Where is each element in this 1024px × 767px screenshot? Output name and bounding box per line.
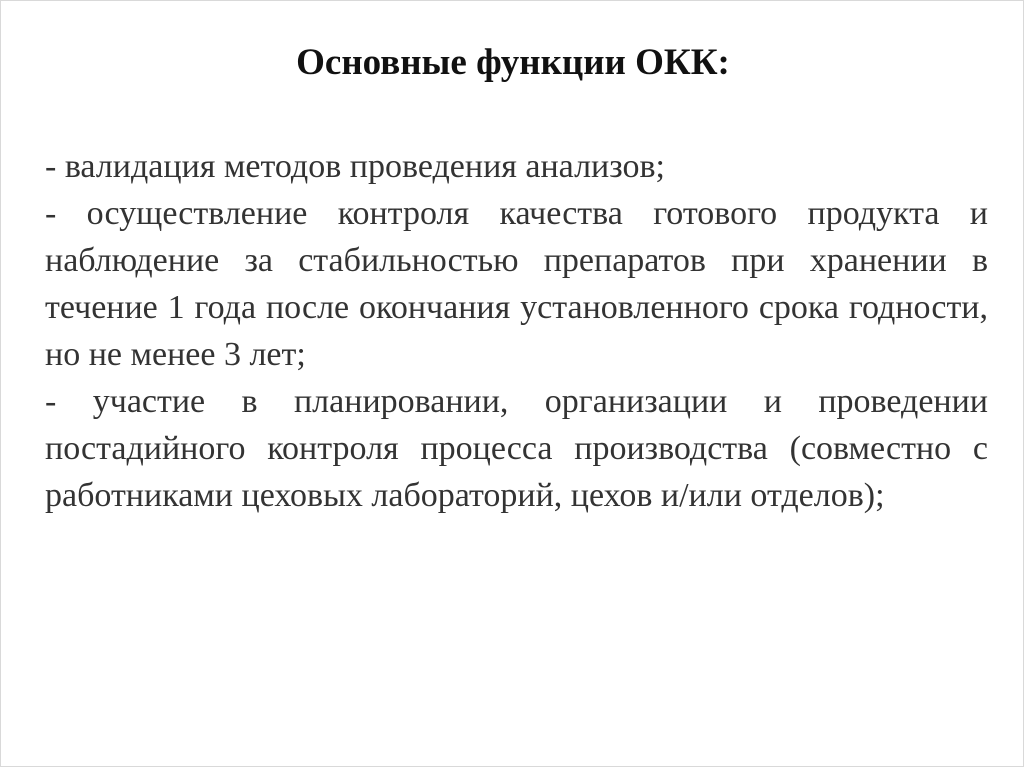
list-item: - валидация методов проведения анализов; [45,148,665,185]
list-item: - участие в планировании, организации и проведении постадийного контроля процесса производства (совместно с работниками цеховых лабораторий, цехов и/или отделов); [45,383,988,514]
functions-list [45,143,988,519]
list-item: - осуществление контроля качества готового продукта и наблюдение за стабильностью препаратов при хранении в течение 1 года после окончания установленного срока годности, но не менее 3 лет; [45,195,988,373]
slide-title: Основные функции ОКК: [296,42,730,83]
